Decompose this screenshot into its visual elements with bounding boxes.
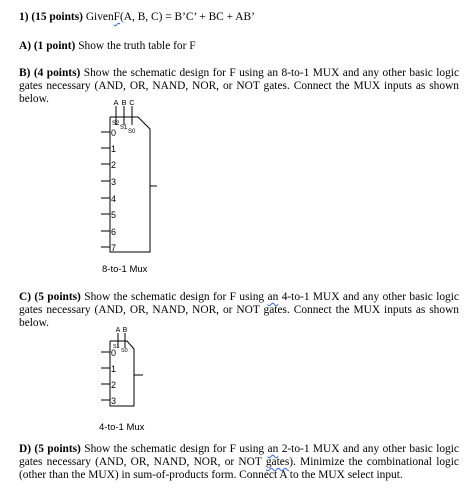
part-b-label: B) (4 points) (19, 67, 81, 79)
mux8-input-label: 1 (111, 144, 117, 154)
mux8-sel-s2: S2 (112, 121, 120, 127)
part-d-text-gates: gates (265, 456, 290, 468)
part-b-line-2: gates necessary (AND, OR, NAND, NOR, or NOT gates. Connect the MUX inputs as shown (19, 80, 459, 92)
part-c-line-3: below. (19, 317, 49, 329)
mux4-select-label-b: B (122, 327, 128, 334)
question-points: (15 points) (31, 11, 83, 23)
mux4-input-label: 2 (111, 380, 117, 390)
mux4-input-label: 3 (111, 396, 117, 406)
part-b-text-1: Show the schematic design for F using an 8-to-1 MUX and any other basic logic (83, 67, 459, 79)
part-a-text: Show the truth table for F (78, 40, 196, 52)
part-d-label: D) (5 points) (19, 443, 81, 455)
mux8-input-label: 2 (111, 160, 117, 170)
part-c-text-1a: Show the schematic design for F using (84, 291, 265, 303)
given-word: Given (85, 11, 114, 23)
mux8-input-label: 3 (111, 177, 117, 187)
function-symbol: F (113, 11, 120, 23)
part-d-text-2b: ). Minimize the combinational logic (289, 456, 459, 468)
part-d-text-2a: gates necessary (AND, OR, NAND, NOR, or NOT (19, 456, 262, 468)
mux4-sel-s0: S0 (121, 348, 128, 354)
mux8-input-label: 0 (111, 128, 117, 138)
mux8-caption: 8-to-1 Mux (102, 264, 148, 275)
mux8-select-label-c: C (129, 98, 135, 107)
mux4-sel-s1: S1 (113, 344, 120, 350)
question-number: 1) (19, 11, 29, 23)
mux8-select-label-b: B (121, 98, 127, 107)
mux8-sel-s0: S0 (128, 129, 136, 135)
part-c-line-2: gates necessary (AND, OR, NAND, NOR, or NOT gates. Connect the MUX inputs as shown (19, 304, 459, 316)
mux8-select-label-a: A (113, 98, 119, 107)
part-d-text-1a: Show the schematic design for F using (84, 443, 265, 455)
part-d-text-1b: 2-to-1 MUX and any other basic logic (281, 443, 459, 455)
function-expression: (A, B, C) = B’C’ + BC + AB’ (120, 11, 255, 23)
mux8-input-label: 5 (111, 210, 117, 220)
part-c-text-an: an (267, 291, 279, 303)
mux4-caption: 4-to-1 Mux (99, 422, 145, 433)
part-c-text-1b: 4-to-1 MUX and any other basic logic (281, 291, 459, 303)
mux4-input-label: 0 (111, 348, 117, 358)
mux4-input-label: 1 (111, 364, 117, 374)
part-d-line-3: (other than the MUX) in sum-of-products form. Connect A to the MUX select input. (19, 469, 403, 481)
mux8-sel-s1: S1 (120, 125, 128, 131)
part-d-text-an: an (267, 443, 279, 455)
mux8-input-label: 7 (111, 243, 117, 253)
mux8-input-label: 4 (111, 194, 117, 204)
part-d-line-2 (19, 456, 459, 469)
mux4-select-label-a: A (115, 327, 121, 334)
part-a-label: A) (1 point) (19, 40, 76, 52)
part-c-label: C) (5 points) (19, 291, 81, 303)
mux8-input-label: 6 (111, 227, 117, 237)
part-d-line-1 (19, 443, 459, 456)
part-b-line-3: below. (19, 93, 49, 105)
